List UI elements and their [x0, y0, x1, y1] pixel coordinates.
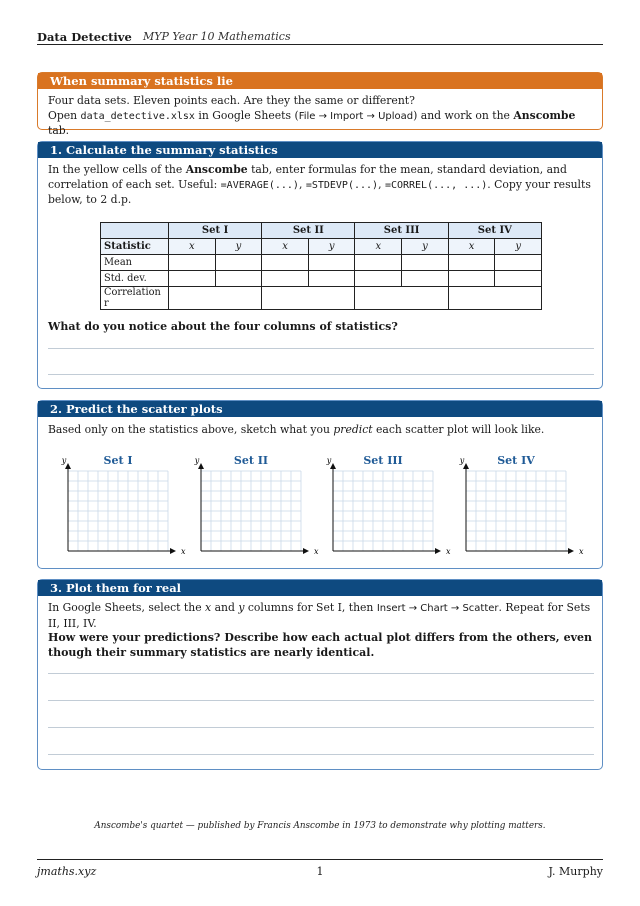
y-header: y — [215, 239, 262, 255]
answer-line[interactable] — [48, 348, 594, 349]
set-header: Set III — [355, 223, 448, 239]
page-header — [37, 29, 603, 45]
section-2-instructions — [38, 417, 602, 438]
answer-cell[interactable] — [262, 271, 309, 287]
set-header: Set I — [168, 223, 261, 239]
tab-name: Anscombe — [513, 108, 576, 122]
y-axis-label: y — [459, 456, 465, 465]
intro-text: in Google Sheets ( — [194, 108, 299, 122]
answer-cell[interactable] — [402, 271, 449, 287]
answer-cell[interactable] — [308, 255, 355, 271]
answer-cell[interactable] — [215, 255, 262, 271]
x-axis-arrow — [303, 548, 309, 554]
answer-line[interactable] — [48, 673, 594, 674]
intro-line-2 — [48, 109, 592, 139]
worksheet-title: Data Detective — [37, 30, 132, 44]
set-header: Set II — [262, 223, 355, 239]
answer-cell[interactable] — [262, 287, 355, 310]
row-label: Correlation r — [101, 287, 169, 310]
site-name: jmaths.xyz — [37, 865, 97, 878]
intro-body — [38, 89, 602, 139]
instruction-text: . Copy your results below, to 2 d.p. — [48, 177, 591, 206]
x-axis-arrow — [170, 548, 176, 554]
x-axis-label: x — [314, 547, 319, 556]
answer-cell[interactable] — [355, 287, 448, 310]
answer-cell[interactable] — [448, 255, 495, 271]
answer-line[interactable] — [48, 727, 594, 728]
section-3-instructions — [38, 596, 602, 631]
x-axis-label: x — [446, 547, 451, 556]
emphasis: predict — [333, 423, 373, 436]
section-1-title: 1. Calculate the summary statistics — [38, 142, 602, 158]
answer-cell[interactable] — [215, 271, 262, 287]
table-header-sets — [101, 223, 542, 239]
instruction-text: , — [298, 177, 306, 191]
instruction-text: , — [378, 177, 385, 191]
instruction-text: tab, enter formulas for the mean, standard deviation, and correlation of each set. Useful: — [48, 163, 567, 191]
filename: data_detective.xlsx — [80, 110, 195, 122]
y-axis-label: y — [194, 456, 200, 465]
y-header: y — [495, 239, 542, 255]
row-label: Std. dev. — [101, 271, 169, 287]
x-axis-label: x — [181, 547, 186, 556]
instruction-text: In Google Sheets, select the — [48, 601, 206, 614]
row-label: Mean — [101, 255, 169, 271]
plot-grid — [459, 454, 584, 556]
answer-cell[interactable] — [168, 255, 215, 271]
x-axis-label: x — [579, 547, 584, 556]
table-row-mean — [101, 255, 542, 271]
answer-cell[interactable] — [495, 271, 542, 287]
answer-line[interactable] — [48, 700, 594, 701]
instruction-text: each scatter plot will look like. — [372, 423, 545, 436]
section-2-box — [37, 400, 603, 569]
intro-title: When summary statistics lie — [38, 73, 602, 89]
x-header: x — [355, 239, 402, 255]
x-axis-arrow — [568, 548, 574, 554]
plot-title: Set III — [363, 454, 403, 467]
instruction-text: Based only on the statistics above, sketch what you — [48, 423, 334, 436]
answer-cell[interactable] — [448, 287, 541, 310]
intro-text: Open — [48, 108, 81, 122]
instruction-text: columns for Set I, then — [244, 601, 377, 614]
formula-stdevp: =STDEVP(...) — [305, 179, 379, 191]
table-header-variables — [101, 239, 542, 255]
x-header: x — [168, 239, 215, 255]
y-axis-label: y — [61, 456, 67, 465]
answer-cell[interactable] — [355, 271, 402, 287]
plot-grid — [326, 454, 451, 556]
formula-correl: =CORREL(..., ...) — [384, 179, 488, 191]
page-footer — [37, 859, 603, 879]
intro-line-1: Four data sets. Eleven points each. Are they the same or different? — [48, 94, 415, 107]
answer-cell[interactable] — [495, 255, 542, 271]
plot-grid — [194, 454, 319, 556]
menu-path: Insert → Chart → Scatter — [376, 603, 499, 614]
section-3-box — [37, 579, 603, 770]
plot-title: Set II — [233, 454, 269, 467]
table-row-correlation — [101, 287, 542, 310]
page-number: 1 — [316, 865, 324, 878]
answer-cell[interactable] — [262, 255, 309, 271]
y-axis-label: y — [326, 456, 332, 465]
footer-note: Anscombe's quartet — published by Francis Anscombe in 1973 to demonstrate why plotting matters. — [94, 821, 546, 831]
formula-average: =AVERAGE(...) — [220, 179, 299, 191]
var-y: y — [238, 601, 245, 614]
x-header: x — [262, 239, 309, 255]
statistic-header: Statistic — [101, 239, 169, 255]
x-header: x — [448, 239, 495, 255]
answer-cell[interactable] — [448, 271, 495, 287]
instruction-text: . Repeat for Sets II, III, IV. — [48, 601, 591, 630]
plot-title: Set IV — [497, 454, 535, 467]
plot-grid — [61, 454, 186, 556]
answer-cell[interactable] — [168, 287, 261, 310]
tab-name: Anscombe — [185, 163, 248, 176]
x-axis-arrow — [435, 548, 441, 554]
author-name: J. Murphy — [548, 865, 603, 878]
statistics-table — [100, 222, 542, 310]
section-2-title: 2. Predict the scatter plots — [38, 401, 602, 417]
y-header: y — [402, 239, 449, 255]
set-header: Set IV — [448, 223, 541, 239]
plot-title: Set I — [103, 454, 133, 467]
intro-text: tab. — [48, 124, 70, 137]
answer-line[interactable] — [48, 754, 594, 755]
intro-text: ) and work on the — [413, 108, 514, 122]
menu-path: File → Import → Upload — [298, 110, 414, 122]
course-name: MYP Year 10 Mathematics — [143, 30, 291, 43]
y-header: y — [308, 239, 355, 255]
intro-box — [37, 72, 603, 137]
blank-plot-grids — [38, 449, 602, 569]
section-3-question: How were your predictions? Describe how each actual plot differs from the others, even though their summary statistics are nearly identical. — [48, 631, 592, 659]
section-1-instructions — [38, 158, 602, 208]
section-1-box — [37, 141, 603, 389]
section-1-question: What do you notice about the four columns of statistics? — [48, 320, 398, 333]
answer-line[interactable] — [48, 374, 594, 375]
instruction-text: and — [211, 601, 239, 614]
table-row-std-dev — [101, 271, 542, 287]
answer-cell[interactable] — [308, 271, 355, 287]
section-3-title: 3. Plot them for real — [38, 580, 602, 596]
answer-cell[interactable] — [168, 271, 215, 287]
var-x: x — [205, 601, 212, 614]
table-corner — [101, 223, 169, 239]
answer-cell[interactable] — [355, 255, 402, 271]
instruction-text: In the yellow cells of the — [48, 163, 186, 176]
answer-cell[interactable] — [402, 255, 449, 271]
